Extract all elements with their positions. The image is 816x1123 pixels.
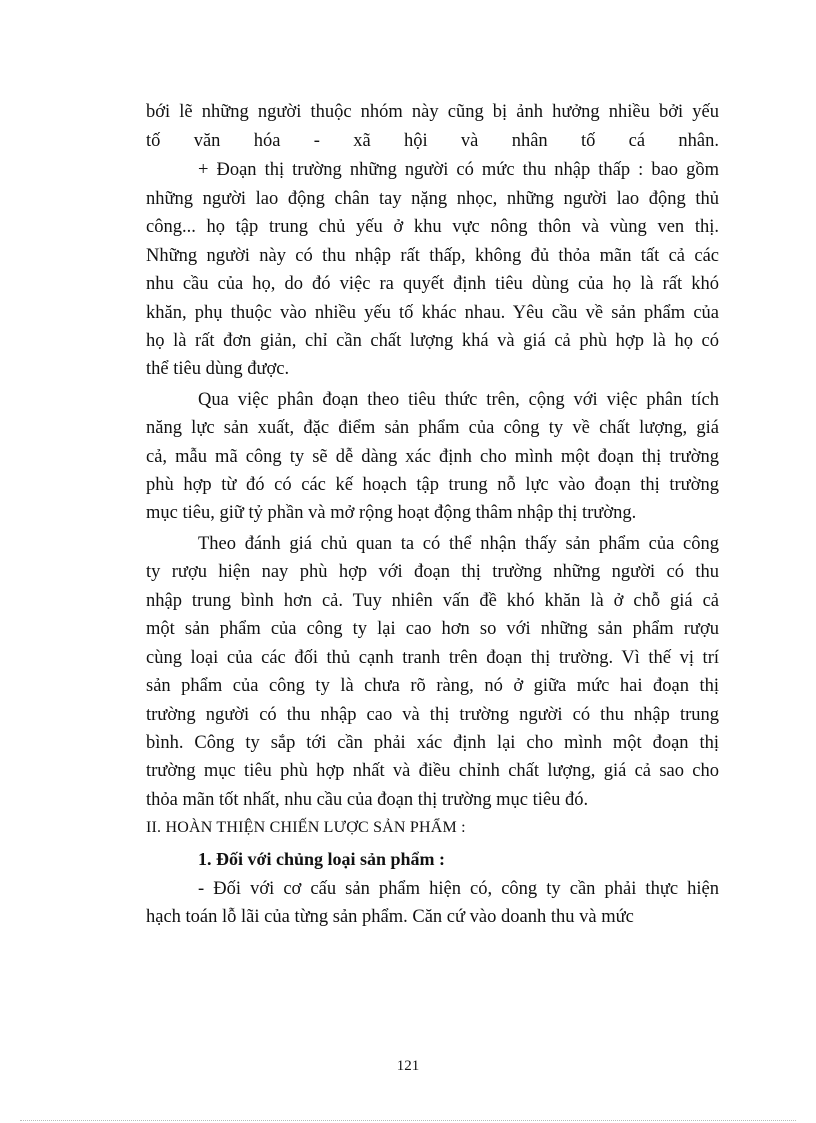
text-line: bình. Công ty sắp tới cần phải xác định lại cho mình một đoạn thị	[146, 733, 719, 753]
text-line: họ là rất đơn giản, chỉ cần chất lượng khá và giá cả phù hợp là họ có	[146, 331, 719, 351]
text-line: sản phẩm của công ty là chưa rõ ràng, nó ở giữa mức hai đoạn thị	[146, 676, 719, 696]
text-line: ty rượu hiện nay phù hợp với đoạn thị trường những người có thu	[146, 562, 719, 582]
text-line: - Đối với cơ cấu sản phẩm hiện có, công ty cần phải thực hiện	[198, 879, 719, 899]
text-line: hạch toán lỗ lãi của từng sản phẩm. Căn cứ vào doanh thu và mức	[146, 907, 634, 927]
text-line: cả, mẫu mã công ty sẽ dễ dàng xác định cho mình một đoạn thị trường	[146, 447, 719, 467]
text-line: mục tiêu, giữ tỷ phần và mở rộng hoạt động thâm nhập thị trường.	[146, 503, 637, 523]
text-line: Những người này có thu nhập rất thấp, không đủ thỏa mãn tất cả các	[146, 246, 719, 266]
text-line: một sản phẩm của công ty lại cao hơn so với những sản phẩm rượu	[146, 619, 719, 639]
text-line: năng lực sản xuất, đặc điểm sản phẩm của công ty về chất lượng, giá	[146, 418, 719, 438]
text-line: khăn, phụ thuộc vào nhiều yếu tố khác nhau. Yêu cầu về sản phẩm của	[146, 303, 719, 323]
text-line: tố văn hóa - xã hội và nhân tố cá nhân.	[146, 131, 719, 151]
text-line: trường mục tiêu phù hợp nhất và điều chỉnh chất lượng, giá cả sao cho	[146, 761, 719, 781]
text-line: + Đoạn thị trường những người có mức thu nhập thấp : bao gồm	[198, 160, 719, 180]
text-line: những người lao động chân tay nặng nhọc, những người lao động thủ	[146, 189, 719, 209]
text-line: công... họ tập trung chủ yếu ở khu vực nông thôn và vùng ven thị.	[146, 217, 719, 237]
text-line: nhu cầu của họ, do đó việc ra quyết định tiêu dùng của họ là rất khó	[146, 274, 719, 294]
text-line: thể tiêu dùng được.	[146, 359, 290, 379]
text-line: trường người có thu nhập cao và thị trường người có thu nhập trung	[146, 705, 719, 725]
text-line: cùng loại của các đối thủ cạnh tranh trên đoạn thị trường. Vì thế vị trí	[146, 648, 719, 668]
page-bottom-border	[20, 1120, 796, 1121]
text-line: Qua việc phân đoạn theo tiêu thức trên, cộng với việc phân tích	[198, 390, 719, 410]
text-line: nhập trung bình hơn cả. Tuy nhiên vấn đề khó khăn là ở chỗ giá cả	[146, 591, 719, 611]
section-heading: II. HOÀN THIỆN CHIẾN LƯỢC SẢN PHẨM :	[146, 819, 466, 836]
text-line: Theo đánh giá chủ quan ta có thể nhận thấy sản phẩm của công	[198, 534, 719, 554]
text-line: thỏa mãn tốt nhất, nhu cầu của đoạn thị trường mục tiêu đó.	[146, 790, 589, 810]
text-line: phù hợp từ đó có các kế hoạch tập trung nỗ lực vào đoạn thị trường	[146, 475, 719, 495]
text-line: bới lẽ những người thuộc nhóm này cũng bị ảnh hưởng nhiều bởi yếu	[146, 102, 719, 122]
page-number: 121	[396, 1058, 420, 1074]
subsection-heading: 1. Đối với chủng loại sản phẩm :	[198, 849, 446, 869]
